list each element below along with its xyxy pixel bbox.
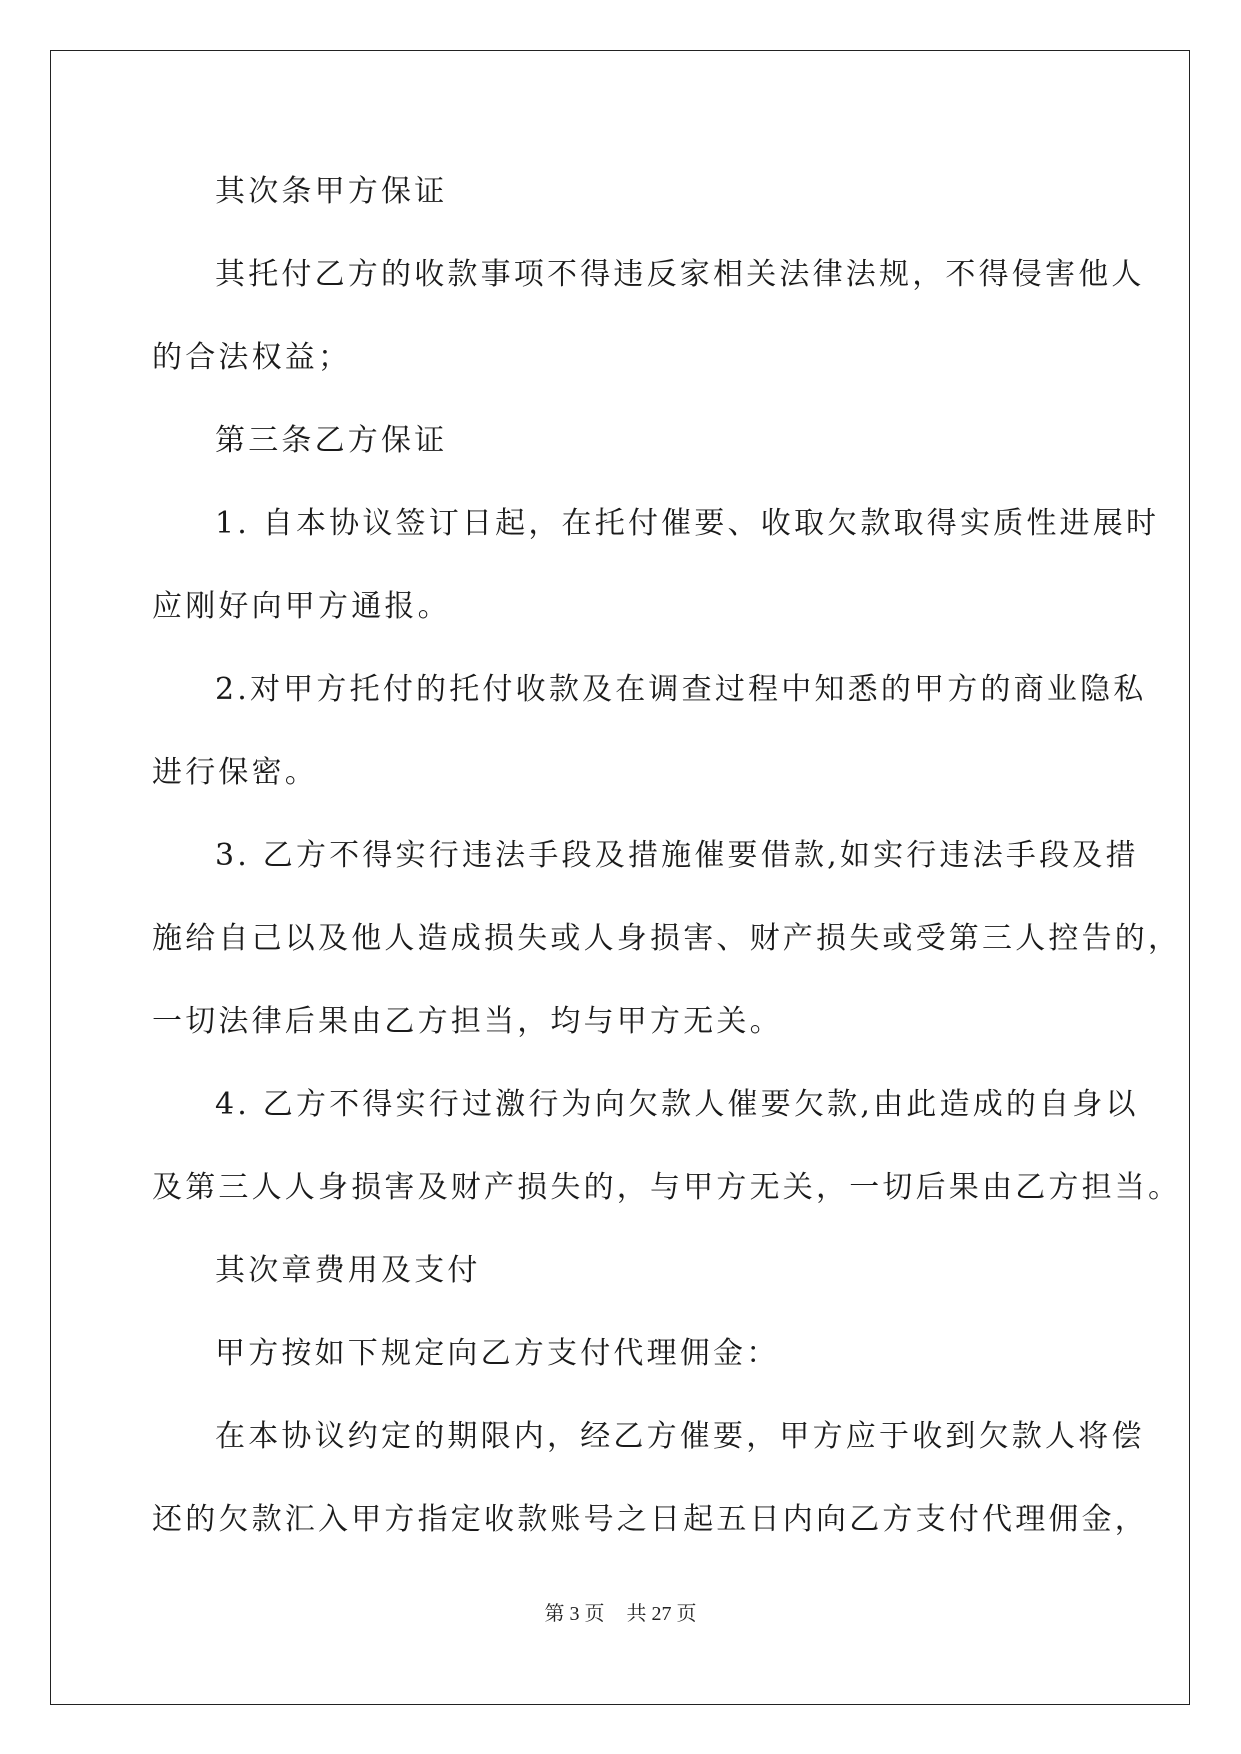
page-footer [0,1597,1241,1626]
paragraph-line: 3. 乙方不得实行违法手段及措施催要借款,如实行违法手段及措 [215,838,1139,873]
paragraph-line: 还的欠款汇入甲方指定收款账号之日起五日内向乙方支付代理佣金， [152,1502,1148,1537]
paragraph-line: 其托付乙方的收款事项不得违反家相关法律法规，不得侵害他人 [215,257,1145,292]
paragraph-line: 进行保密。 [152,755,318,790]
page-number: 第 3 页 [544,1603,605,1625]
paragraph-line: 应刚好向甲方通报。 [152,589,451,624]
paragraph-line: 1. 自本协议签订日起，在托付催要、收取欠款取得实质性进展时 [215,506,1160,541]
heading-article-3: 第三条乙方保证 [215,423,448,458]
paragraph-line: 在本协议约定的期限内，经乙方催要，甲方应于收到欠款人将偿 [215,1419,1145,1454]
paragraph-line: 施给自己以及他人造成损失或人身损害、财产损失或受第三人控告的， [152,921,1182,956]
paragraph-line: 2.对甲方托付的托付收款及在调查过程中知悉的甲方的商业隐私 [215,672,1147,707]
paragraph-line: 一切法律后果由乙方担当，均与甲方无关。 [152,1004,783,1039]
page-total: 共 27 页 [626,1603,697,1625]
heading-chapter-2: 其次章费用及支付 [215,1253,481,1288]
paragraph-line: 4. 乙方不得实行过激行为向欠款人催要欠款,由此造成的自身以 [215,1087,1139,1122]
heading-article-2: 其次条甲方保证 [215,174,448,209]
paragraph-line: 的合法权益； [152,340,352,375]
paragraph-line: 及第三人人身损害及财产损失的，与甲方无关，一切后果由乙方担当。 [152,1170,1182,1205]
paragraph-line: 甲方按如下规定向乙方支付代理佣金： [215,1336,780,1371]
